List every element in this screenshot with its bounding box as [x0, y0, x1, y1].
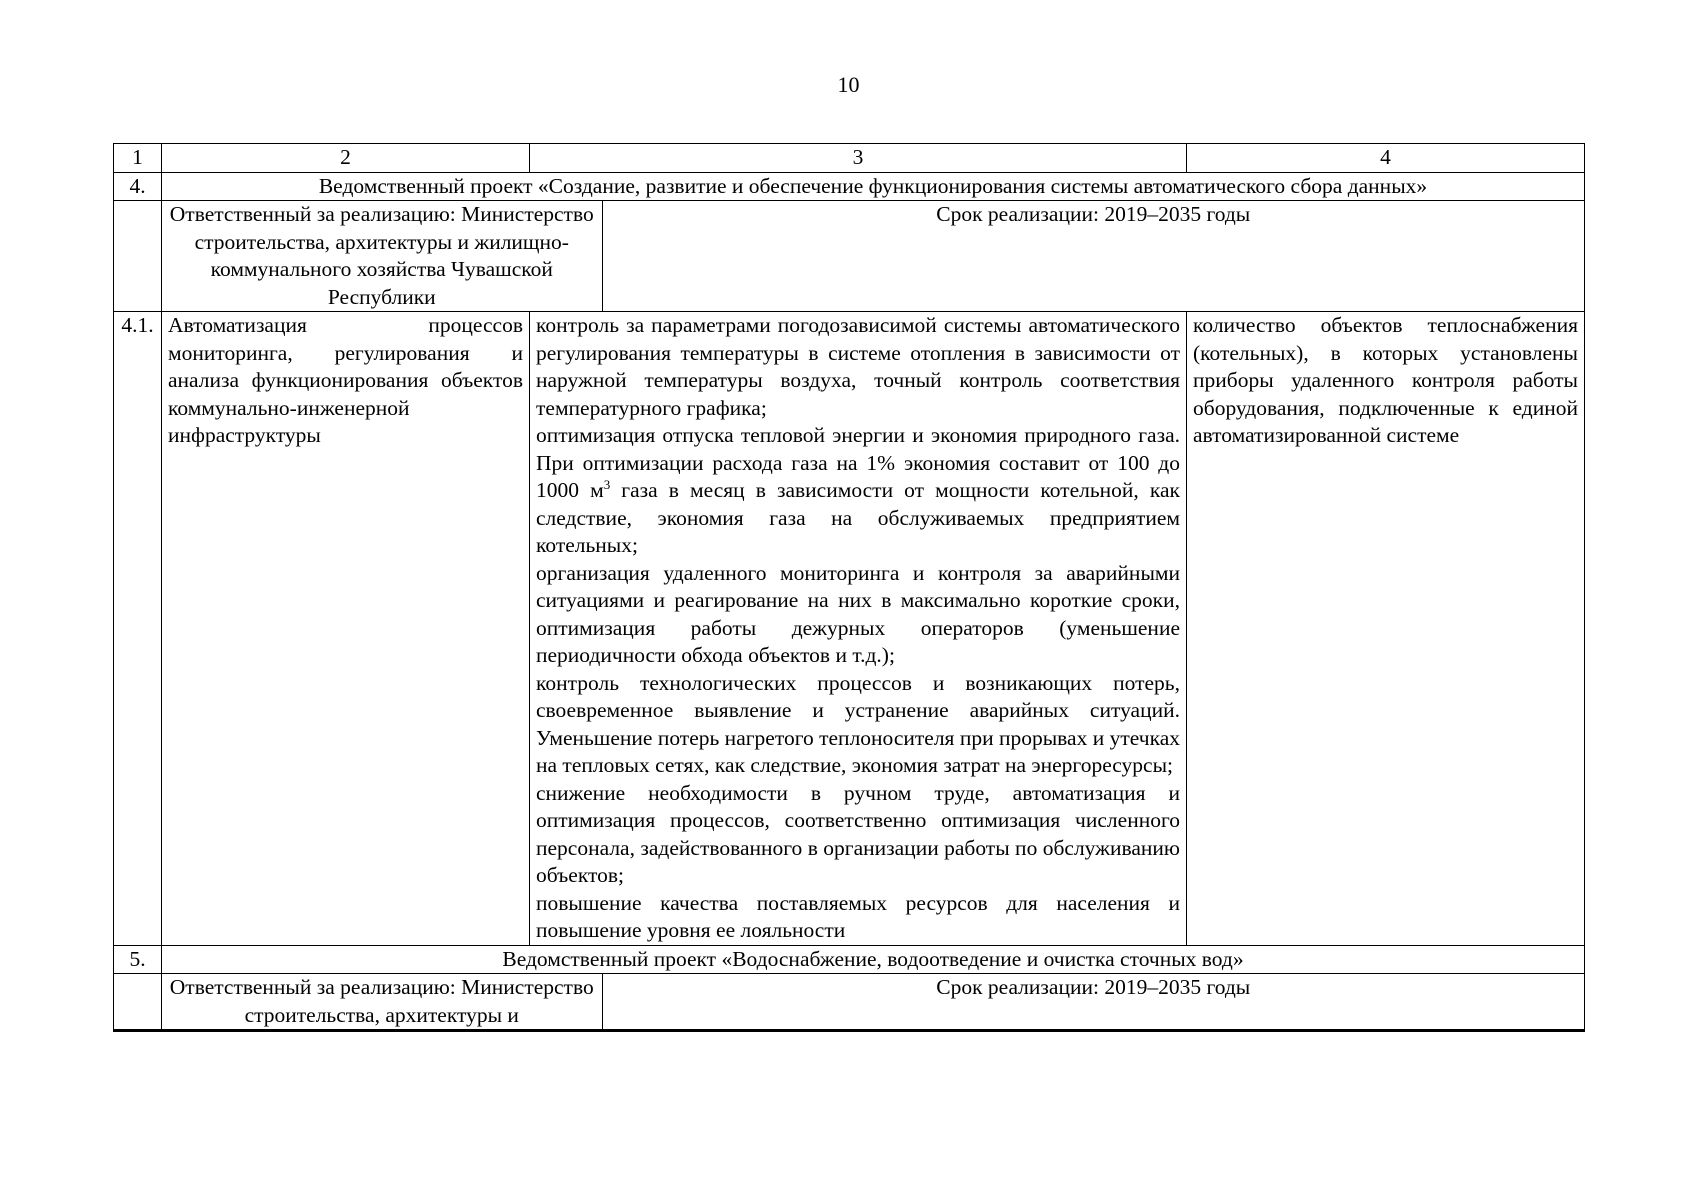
effect-item-6: повышение качества поставляемых ресурсов для населения и повышение уровня ее лояльности: [536, 890, 1180, 942]
empty-number-cell: [114, 201, 162, 312]
effect-item-2: [536, 422, 1180, 560]
section-5-responsible: Ответственный за реализацию: Министерство строительства, архитектуры и: [162, 974, 602, 1029]
column-number-1: 1: [114, 144, 162, 173]
section-4-info-cell: [162, 201, 1585, 312]
measures-table: [113, 143, 1585, 1032]
page-number: 10: [837, 72, 860, 97]
section-4-title: Ведомственный проект «Создание, развитие и обеспечение функционирования системы автоматического сбора данных»: [162, 172, 1585, 201]
empty-number-cell: [114, 974, 162, 1031]
column-numbers-row: [114, 144, 1585, 173]
section-5-title: Ведомственный проект «Водоснабжение, водоотведение и очистка сточных вод»: [162, 945, 1585, 974]
effect-item-2-text-a: оптимизация отпуска тепловой энергии и экономия природного газа. При оптимизации расхода газа на 1% экономия составит от 100 до 1000 м: [536, 423, 1180, 502]
effect-item-4: контроль технологических процессов и возникающих потерь, своевременное выявление и устранение аварийных ситуаций. Уменьшение потерь нагретого теплоносителя при прорывах и утечках на тепловых сетях, как следствие, экономия затрат на энергоресурсы;: [536, 670, 1180, 777]
section-5-info-row: [114, 974, 1585, 1031]
section-5-info-cell: [162, 974, 1585, 1031]
effect-item-5: снижение необходимости в ручном труде, автоматизация и оптимизация процессов, соответственно оптимизация численного персонала, задействованного в организации работы по обслуживанию объектов;: [536, 780, 1180, 887]
effect-item-3: организация удаленного мониторинга и контроля за аварийными ситуациями и реагирование на них в максимально короткие сроки, оптимизация работы дежурных операторов (уменьшение периодичности обхода объектов и т.д.);: [536, 560, 1180, 667]
section-5-term: Срок реализации: 2019–2035 годы: [936, 975, 1251, 999]
row-4-1-indicator: количество объектов теплоснабжения (котельных), в которых установлены приборы удаленного контроля работы оборудования, подключенные к единой автоматизированной системе: [1187, 312, 1585, 946]
row-4-1-task: Автоматизация процессов мониторинга, регулирования и анализа функционирования объектов коммунально-инженерной инфраструктуры: [162, 312, 530, 946]
effect-item-1: контроль за параметрами погодозависимой системы автоматического регулирования температуры в системе отопления в зависимости от наружной температуры воздуха, точный контроль соответствия температурного графика;: [536, 313, 1180, 420]
column-number-4: 4: [1187, 144, 1585, 173]
section-4-info-row: [114, 201, 1585, 312]
section-5-title-row: [114, 945, 1585, 974]
column-number-3: 3: [530, 144, 1187, 173]
effect-item-2-text-b: газа в месяц в зависимости от мощности котельной, как следствие, экономия газа на обслуживаемых предприятием котельных;: [536, 478, 1180, 557]
row-4-1-effects: [530, 312, 1187, 946]
cubic-superscript: 3: [603, 476, 611, 492]
section-4-term: Срок реализации: 2019–2035 годы: [936, 202, 1251, 226]
section-5-number: 5.: [114, 945, 162, 974]
section-4-number: 4.: [114, 172, 162, 201]
section-4-info-table: [162, 201, 1584, 311]
section-5-info-table: [162, 974, 1584, 1029]
row-4-1-number: 4.1.: [114, 312, 162, 946]
section-4-title-row: [114, 172, 1585, 201]
row-4-1: [114, 312, 1585, 946]
section-4-responsible: Ответственный за реализацию: Министерство строительства, архитектуры и жилищно-коммунального хозяйства Чувашской Республики: [162, 201, 602, 311]
column-number-2: 2: [162, 144, 530, 173]
